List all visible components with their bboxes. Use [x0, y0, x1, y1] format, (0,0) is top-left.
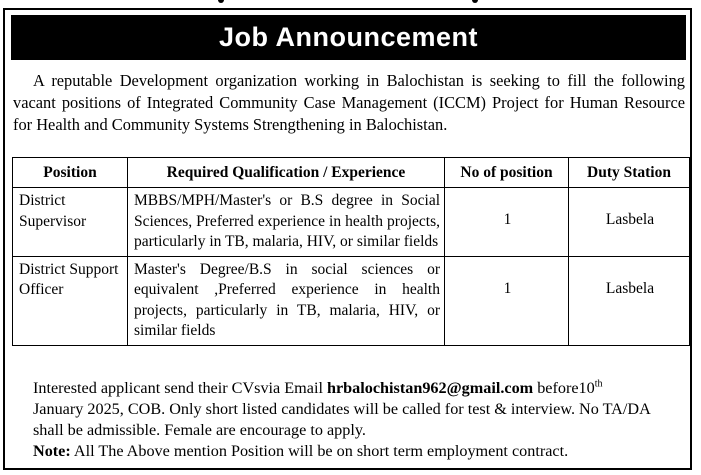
intro-paragraph: A reputable Development organization working in Balochistan is seeking to fill the following vacant positions of Integrated Community Case Management (ICCM) Project for Human Resource for Health and Community Systems Strengthening in Balochistan. [13, 71, 685, 134]
deadline-day: before10 [533, 379, 595, 397]
page-title: Job Announcement [11, 15, 686, 60]
apply-paragraph [33, 378, 663, 441]
deadline-day-suffix: th [594, 378, 603, 390]
position-name: District Supervisor [13, 188, 128, 257]
qualification-text: Master's Degree/B.S in social sciences or equivalent ,Preferred experience in health projects, particularly in TB, malaria, HIV, or similar fields [128, 256, 445, 345]
duty-station: Lasbela [569, 256, 690, 345]
position-count: 1 [445, 256, 569, 345]
email-address[interactable]: hrbalochistan962@gmail.com [326, 379, 534, 397]
header-count: No of position [445, 158, 569, 188]
header-position: Position [13, 158, 128, 188]
header-qualification: Required Qualification / Experience [128, 158, 445, 188]
application-instructions [33, 378, 663, 462]
positions-table [12, 157, 690, 346]
top-edge-fragment [200, 0, 500, 4]
position-count: 1 [445, 188, 569, 257]
table-header-row [13, 158, 690, 188]
note-text: All The Above mention Position will be on short term employment contract. [70, 442, 569, 460]
duty-station: Lasbela [569, 188, 690, 257]
apply-prefix: Interested applicant send their CVsvia Email [33, 379, 327, 397]
header-station: Duty Station [569, 158, 690, 188]
table-row [13, 188, 690, 257]
table-row [13, 256, 690, 345]
note-label: Note: [33, 442, 71, 460]
position-name: District Support Officer [13, 256, 128, 345]
qualification-text: MBBS/MPH/Master's or B.S degree in Social Sciences, Preferred experience in health projects, particularly in TB, malaria, HIV, or similar fields [128, 188, 445, 257]
apply-rest: January 2025, COB. Only short listed candidates will be called for test & interview. No TA/DA shall be admissible. Female are encourage to apply. [33, 400, 650, 439]
note-paragraph [33, 441, 663, 462]
